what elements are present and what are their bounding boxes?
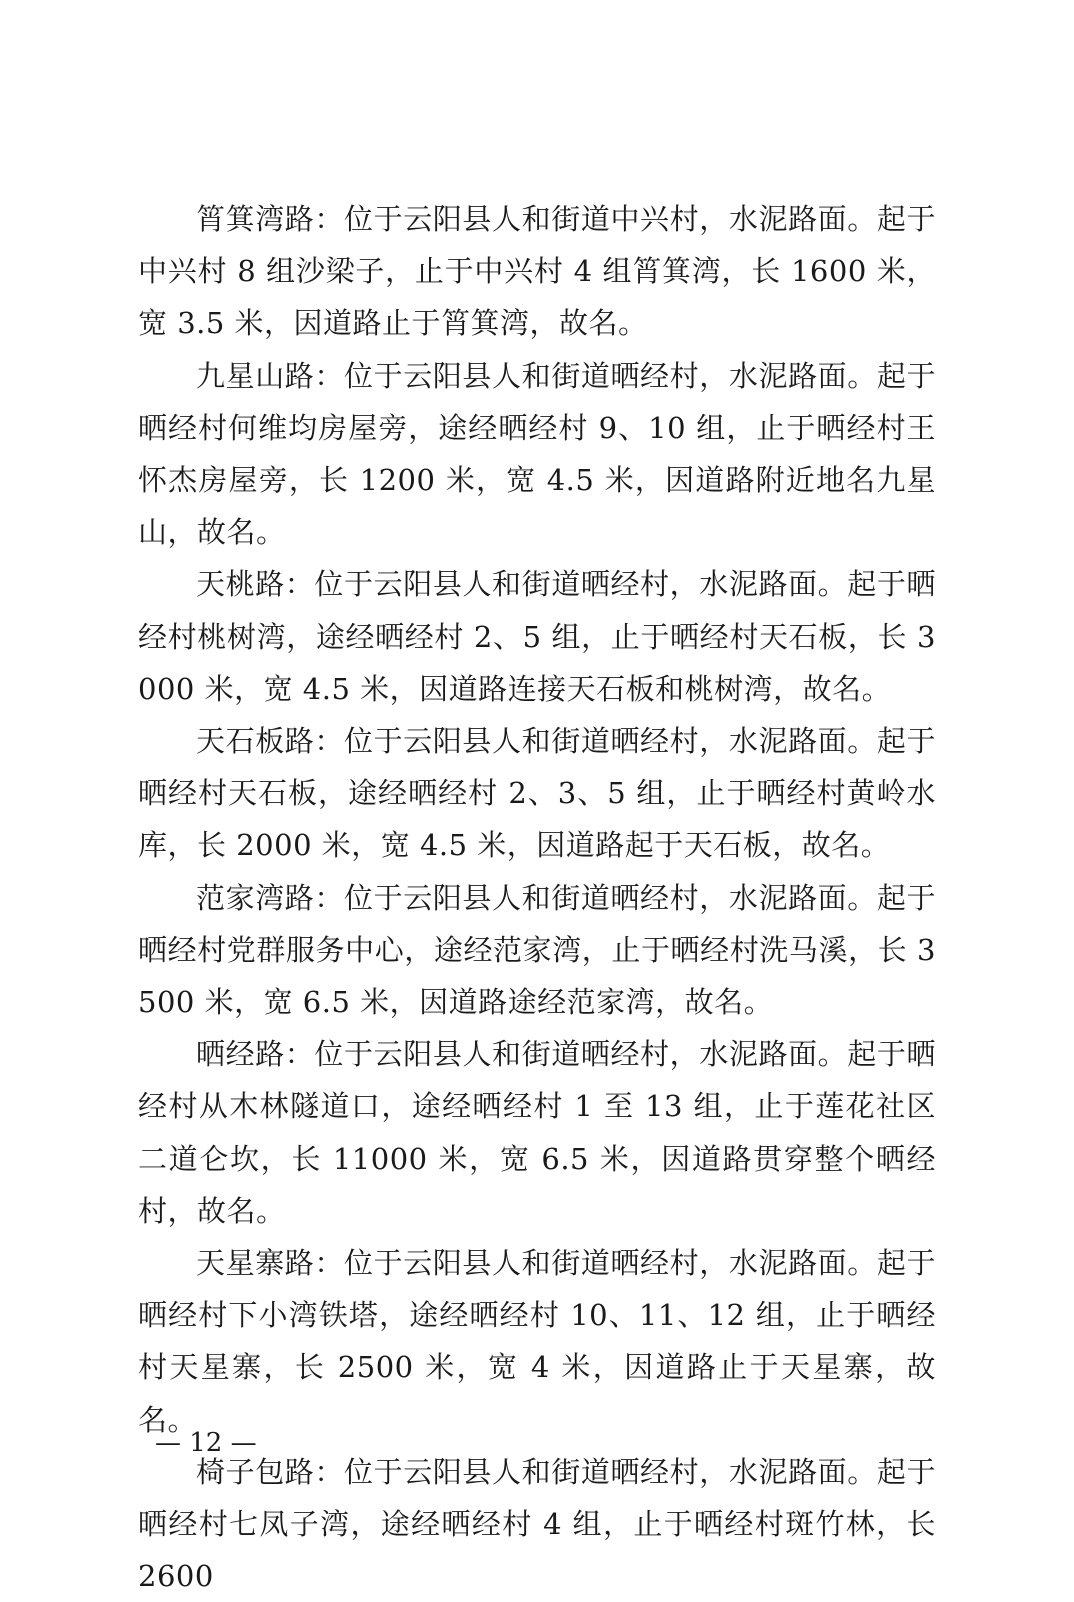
road-entry-shaojiwan: 筲箕湾路：位于云阳县人和街道中兴村，水泥路面。起于中兴村 8 组沙梁子，止于中兴村 4 组筲箕湾，长 1600 米，宽 3.5 米，因道路止于筲箕湾，故名。 xyxy=(138,202,936,341)
road-entry-yizibao: 椅子包路：位于云阳县人和街道晒经村，水泥路面。起于晒经村七凤子湾，途经晒经村 4 组，止于晒经村斑竹林，长 2600 xyxy=(138,1454,936,1594)
road-entry-jiuxingshan: 九星山路：位于云阳县人和街道晒经村，水泥路面。起于晒经村何维均房屋旁，途经晒经村 9、10 组，止于晒经村王怀杰房屋旁，长 1200 米，宽 4.5 米，因道路附近地名九星山，故名。 xyxy=(138,358,936,550)
road-entry-tianxingzhai: 天星寨路：位于云阳县人和街道晒经村，水泥路面。起于晒经村下小湾铁塔，途经晒经村 10、11、12 组，止于晒经村天星寨，长 2500 米，宽 4 米，因道路止于天星寨，故名。 xyxy=(138,1246,936,1437)
document-body xyxy=(138,193,936,1602)
road-entry-tianshiban: 天石板路：位于云阳县人和街道晒经村，水泥路面。起于晒经村天石板，途经晒经村 2、3、5 组，止于晒经村黄岭水库，长 2000 米，宽 4.5 米，因道路起于天石板，故名。 xyxy=(138,724,936,863)
road-entry-tiantao: 天桃路：位于云阳县人和街道晒经村，水泥路面。起于晒经村桃树湾，途经晒经村 2、5 组，止于晒经村天石板，长 3000 米，宽 4.5 米，因道路连接天石板和桃树湾，故名。 xyxy=(138,567,936,706)
road-entry-fanjiawan: 范家湾路：位于云阳县人和街道晒经村，水泥路面。起于晒经村党群服务中心，途经范家湾，止于晒经村洗马溪，长 3500 米，宽 6.5 米，因道路途经范家湾，故名。 xyxy=(138,880,936,1020)
road-entry-shaijing: 晒经路：位于云阳县人和街道晒经村，水泥路面。起于晒经村从木林隧道口，途经晒经村 1 至 13 组，止于莲花社区二道仑坎，长 11000 米，宽 6.5 米，因道路贯穿整个晒经村，故名。 xyxy=(138,1037,936,1228)
page-number: — 12 — xyxy=(155,1428,257,1458)
